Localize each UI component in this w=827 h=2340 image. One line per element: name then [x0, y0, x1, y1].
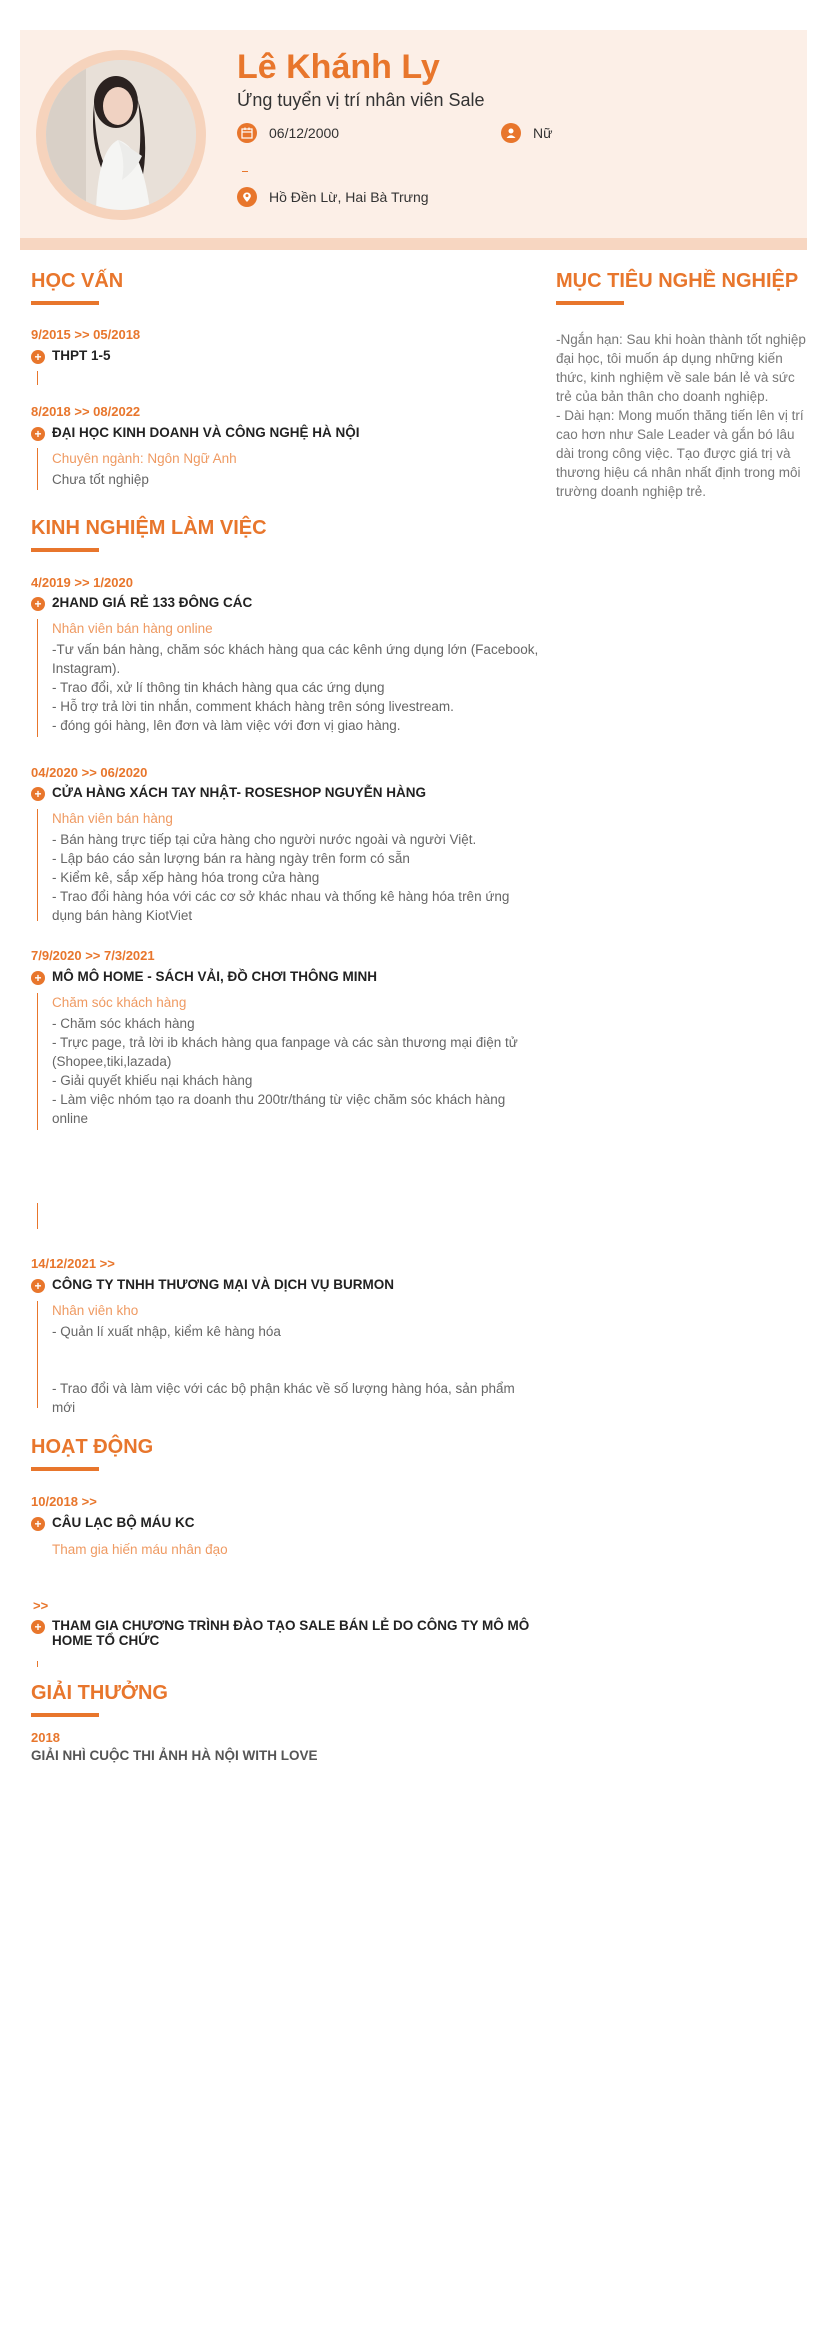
education-school [31, 348, 531, 364]
timeline-line [37, 371, 38, 385]
experience-company [31, 785, 531, 801]
description-line: - Kiểm kê, sắp xếp hàng hóa trong cửa hàng [52, 870, 320, 885]
experience-role: Chăm sóc khách hàng [52, 995, 187, 1010]
award-text: GIẢI NHÌ CUỘC THI ẢNH HÀ NỘI WITH LOVE [31, 1748, 318, 1763]
experience-role: Nhân viên kho [52, 1303, 139, 1318]
description-line: - Trao đổi hàng hóa với các cơ sở khác nhau và thống kê hàng hóa trên ứng dụng bán hàng KiotViet [52, 889, 510, 923]
activity-date: >> [33, 1598, 49, 1613]
cv-page [20, 30, 807, 2340]
description-line: - Chăm sóc khách hàng [52, 1016, 195, 1031]
experience-date: 14/12/2021 >> [31, 1256, 115, 1271]
company-name: CÔNG TY TNHH THƯƠNG MẠI VÀ DỊCH VỤ BURMON [52, 1277, 394, 1292]
awards-underline [31, 1713, 99, 1717]
activities-title: HOẠT ĐỘNG [31, 1436, 154, 1458]
description-line: -Tư vấn bán hàng, chăm sóc khách hàng qua các kênh ứng dụng lớn (Facebook, Instagram). [52, 642, 539, 676]
company-name: 2HAND GIÁ RẺ 133 ĐÔNG CÁC [52, 595, 253, 610]
plus-icon: + [31, 971, 45, 985]
goals-title: MỤC TIÊU NGHỀ NGHIỆP [556, 270, 799, 292]
avatar-ring [36, 50, 206, 220]
education-date: 8/2018 >> 08/2022 [31, 404, 141, 419]
school-name: THPT 1-5 [52, 348, 111, 363]
company-name: MÔ MÔ HOME - SÁCH VẢI, ĐỒ CHƠI THÔNG MINH [52, 969, 378, 984]
plus-icon: + [31, 427, 45, 441]
plus-icon: + [31, 1517, 45, 1531]
avatar-photo-icon [46, 60, 196, 210]
timeline-line [37, 619, 38, 737]
school-name: ĐẠI HỌC KINH DOANH VÀ CÔNG NGHỆ HÀ NỘI [52, 425, 360, 440]
activity-name [31, 1618, 531, 1648]
goals-underline [556, 301, 624, 305]
timeline-line [37, 1203, 38, 1229]
experience-date: 4/2019 >> 1/2020 [31, 575, 133, 590]
gender-row [501, 123, 552, 143]
experience-date: 04/2020 >> 06/2020 [31, 765, 148, 780]
timeline-line [37, 1301, 38, 1408]
person-icon [501, 123, 521, 143]
experience-company [31, 595, 531, 611]
activities-underline [31, 1467, 99, 1471]
gender-value: Nữ [533, 125, 553, 141]
description-line: - Trao đổi, xử lí thông tin khách hàng qua các ứng dụng [52, 680, 385, 695]
timeline-line [37, 448, 38, 490]
calendar-icon [237, 123, 257, 143]
plus-icon: + [31, 787, 45, 801]
description-line: - Hỗ trợ trả lời tin nhắn, comment khách hàng trên sóng livestream. [52, 699, 454, 714]
birthday-row [237, 123, 339, 143]
description-line: - Lập báo cáo sản lượng bán ra hàng ngày trên form có sẵn [52, 851, 410, 866]
goal-line: -Ngắn hạn: Sau khi hoàn thành tốt nghiệp đại học, tôi muốn áp dụng những kiến thức, kinh nghiệm về sale bán lẻ và sức trẻ của bản thân cho doanh nghiệp. [556, 332, 806, 404]
candidate-name: Lê Khánh Ly [237, 48, 440, 86]
plus-icon: + [31, 350, 45, 364]
address-row [237, 187, 429, 207]
activity-name [31, 1515, 531, 1531]
plus-icon: + [31, 1279, 45, 1293]
experience-description [52, 1014, 540, 1128]
plus-icon: + [31, 597, 45, 611]
description-line: - Trực page, trả lời ib khách hàng qua fanpage và các sàn thương mại điện tử (Shopee,tiki,lazada) [52, 1035, 518, 1069]
goal-line: - Dài hạn: Mong muốn thăng tiến lên vị trí cao hơn như Sale Leader và gắn bó lâu dài trong công việc. Tạo được giá trị và thương hiệu cá nhân nhất định trong môi trường doanh nghiệp trẻ. [556, 408, 804, 499]
activity-label: CÂU LẠC BỘ MÁU KC [52, 1515, 195, 1530]
experience-title: KINH NGHIỆM LÀM VIỆC [31, 517, 267, 539]
timeline-line [37, 1661, 38, 1667]
timeline-line [37, 809, 38, 921]
description-line: - Giải quyết khiếu nại khách hàng [52, 1073, 253, 1088]
experience-company [31, 1277, 531, 1293]
education-date: 9/2015 >> 05/2018 [31, 327, 141, 342]
applied-position: Ứng tuyển vị trí nhân viên Sale [237, 90, 485, 110]
birthday-value: 06/12/2000 [269, 125, 340, 141]
experience-company [31, 969, 531, 985]
cv-header [20, 30, 807, 238]
experience-date: 7/9/2020 >> 7/3/2021 [31, 948, 155, 963]
activity-date: 10/2018 >> [31, 1494, 97, 1509]
education-major: Chuyên ngành: Ngôn Ngữ Anh [52, 451, 237, 466]
description-line: - Quản lí xuất nhập, kiểm kê hàng hóa [52, 1324, 281, 1339]
activity-label: THAM GIA CHƯƠNG TRÌNH ĐÀO TẠO SALE BÁN LẺ DO CÔNG TY MÔ MÔ HOME TỔ CHỨC [52, 1618, 530, 1648]
company-name: CỬA HÀNG XÁCH TAY NHẬT- ROSESHOP NGUYỄN HÀNG [52, 785, 426, 800]
education-note: Chưa tốt nghiệp [52, 472, 149, 487]
experience-role: Nhân viên bán hàng online [52, 621, 213, 636]
description-line: - Bán hàng trực tiếp tại cửa hàng cho người nước ngoài và người Việt. [52, 832, 477, 847]
description-line: - đóng gói hàng, lên đơn và làm việc với đơn vị giao hàng. [52, 718, 401, 733]
award-year: 2018 [31, 1730, 60, 1745]
experience-description [52, 830, 540, 925]
description-line: - Làm việc nhóm tạo ra doanh thu 200tr/tháng từ việc chăm sóc khách hàng online [52, 1092, 506, 1126]
goals-text [556, 330, 808, 501]
experience-description [52, 1322, 540, 1341]
experience-role: Nhân viên bán hàng [52, 811, 173, 826]
timeline-line [37, 993, 38, 1130]
education-school [31, 425, 531, 441]
experience-description [52, 640, 540, 735]
education-underline [31, 301, 99, 305]
awards-title: GIẢI THƯỞNG [31, 1682, 168, 1704]
experience-underline [31, 548, 99, 552]
education-title: HỌC VẤN [31, 270, 124, 292]
description-line: - Trao đổi và làm việc với các bộ phận khác về số lượng hàng hóa, sản phẩm mới [52, 1381, 515, 1415]
activity-detail: Tham gia hiến máu nhân đạo [52, 1542, 228, 1557]
address-value: Hồ Đền Lừ, Hai Bà Trưng [269, 189, 429, 205]
experience-description [52, 1379, 540, 1417]
avatar [46, 60, 196, 210]
header-stripe [20, 238, 807, 250]
divider [242, 171, 248, 172]
plus-icon: + [31, 1620, 45, 1634]
location-icon [237, 187, 257, 207]
